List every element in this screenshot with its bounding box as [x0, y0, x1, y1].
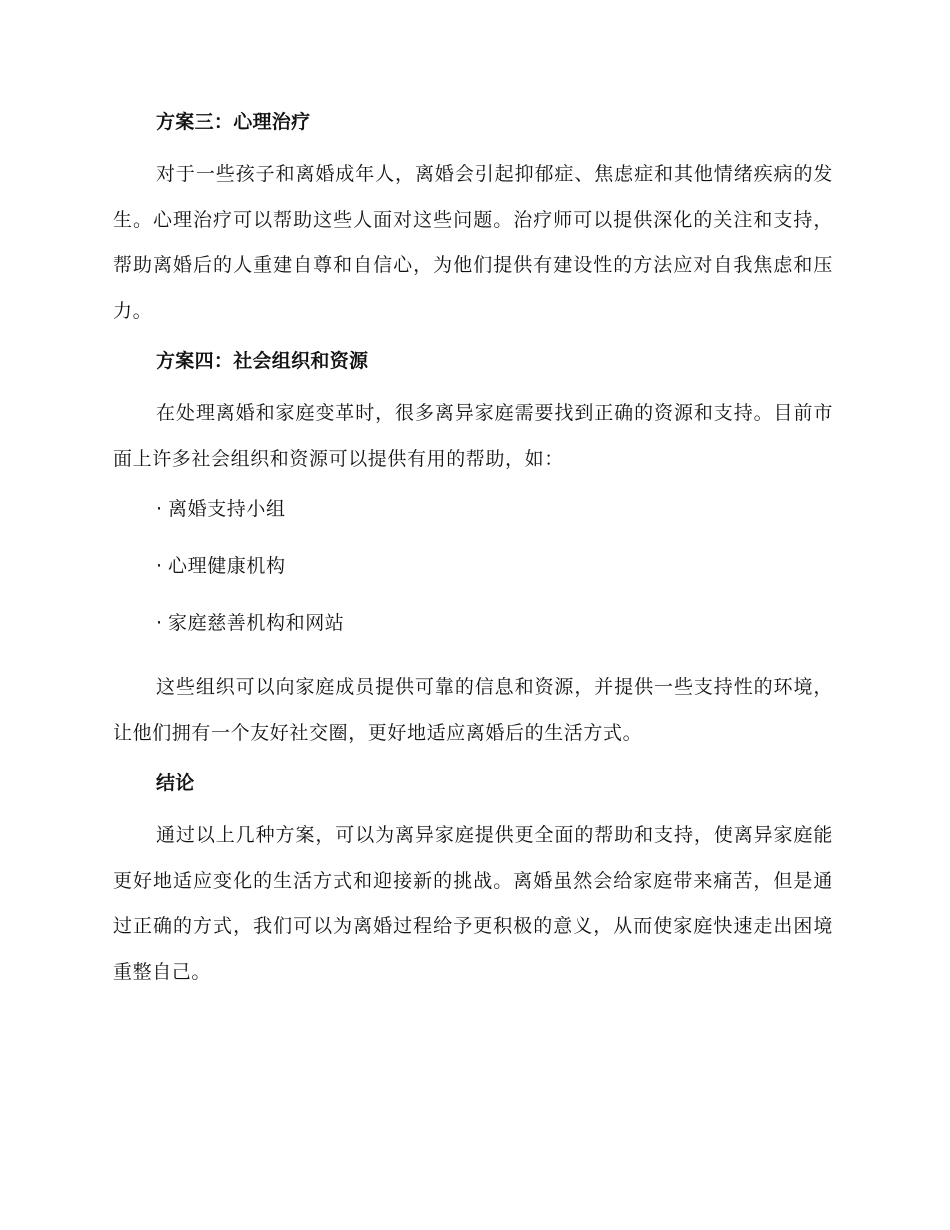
- bullet-icon: ·: [156, 612, 163, 634]
- list-item-label: 家庭慈善机构和网站: [168, 612, 345, 634]
- paragraph-resources-outro: 这些组织可以向家庭成员提供可靠的信息和资源，并提供一些支持性的环境，让他们拥有一个友好社交圈，更好地适应离婚后的生活方式。: [113, 676, 833, 744]
- section-heading-plan-four: 方案四：社会组织和资源: [156, 350, 369, 372]
- section-heading-plan-three: 方案三：心理治疗: [156, 111, 311, 133]
- section-heading-conclusion: 结论: [156, 772, 195, 794]
- document-body: [113, 107, 833, 1007]
- list-item: [113, 551, 833, 581]
- paragraph-conclusion: 通过以上几种方案，可以为离异家庭提供更全面的帮助和支持，使离异家庭能更好地适应变化的生活方式和迎接新的挑战。离婚虽然会给家庭带来痛苦，但是通过正确的方式，我们可以为离婚过程给予更积极的意义，从而使家庭快速走出困境重整自己。: [113, 824, 833, 983]
- list-item-label: 心理健康机构: [168, 555, 286, 577]
- paragraph-psychotherapy: 对于一些孩子和离婚成年人，离婚会引起抑郁症、焦虑症和其他情绪疾病的发生。心理治疗可以帮助这些人面对这些问题。治疗师可以提供深化的关注和支持，帮助离婚后的人重建自尊和自信心，为他们提供有建设性的方法应对自我焦虑和压力。: [113, 163, 833, 322]
- list-item: [113, 494, 833, 524]
- list-item-label: 离婚支持小组: [168, 498, 286, 520]
- paragraph-resources-intro: 在处理离婚和家庭变革时，很多离异家庭需要找到正确的资源和支持。目前市面上许多社会组织和资源可以提供有用的帮助，如：: [113, 402, 833, 470]
- list-item: [113, 608, 833, 638]
- bullet-icon: ·: [156, 498, 163, 520]
- bullet-icon: ·: [156, 555, 163, 577]
